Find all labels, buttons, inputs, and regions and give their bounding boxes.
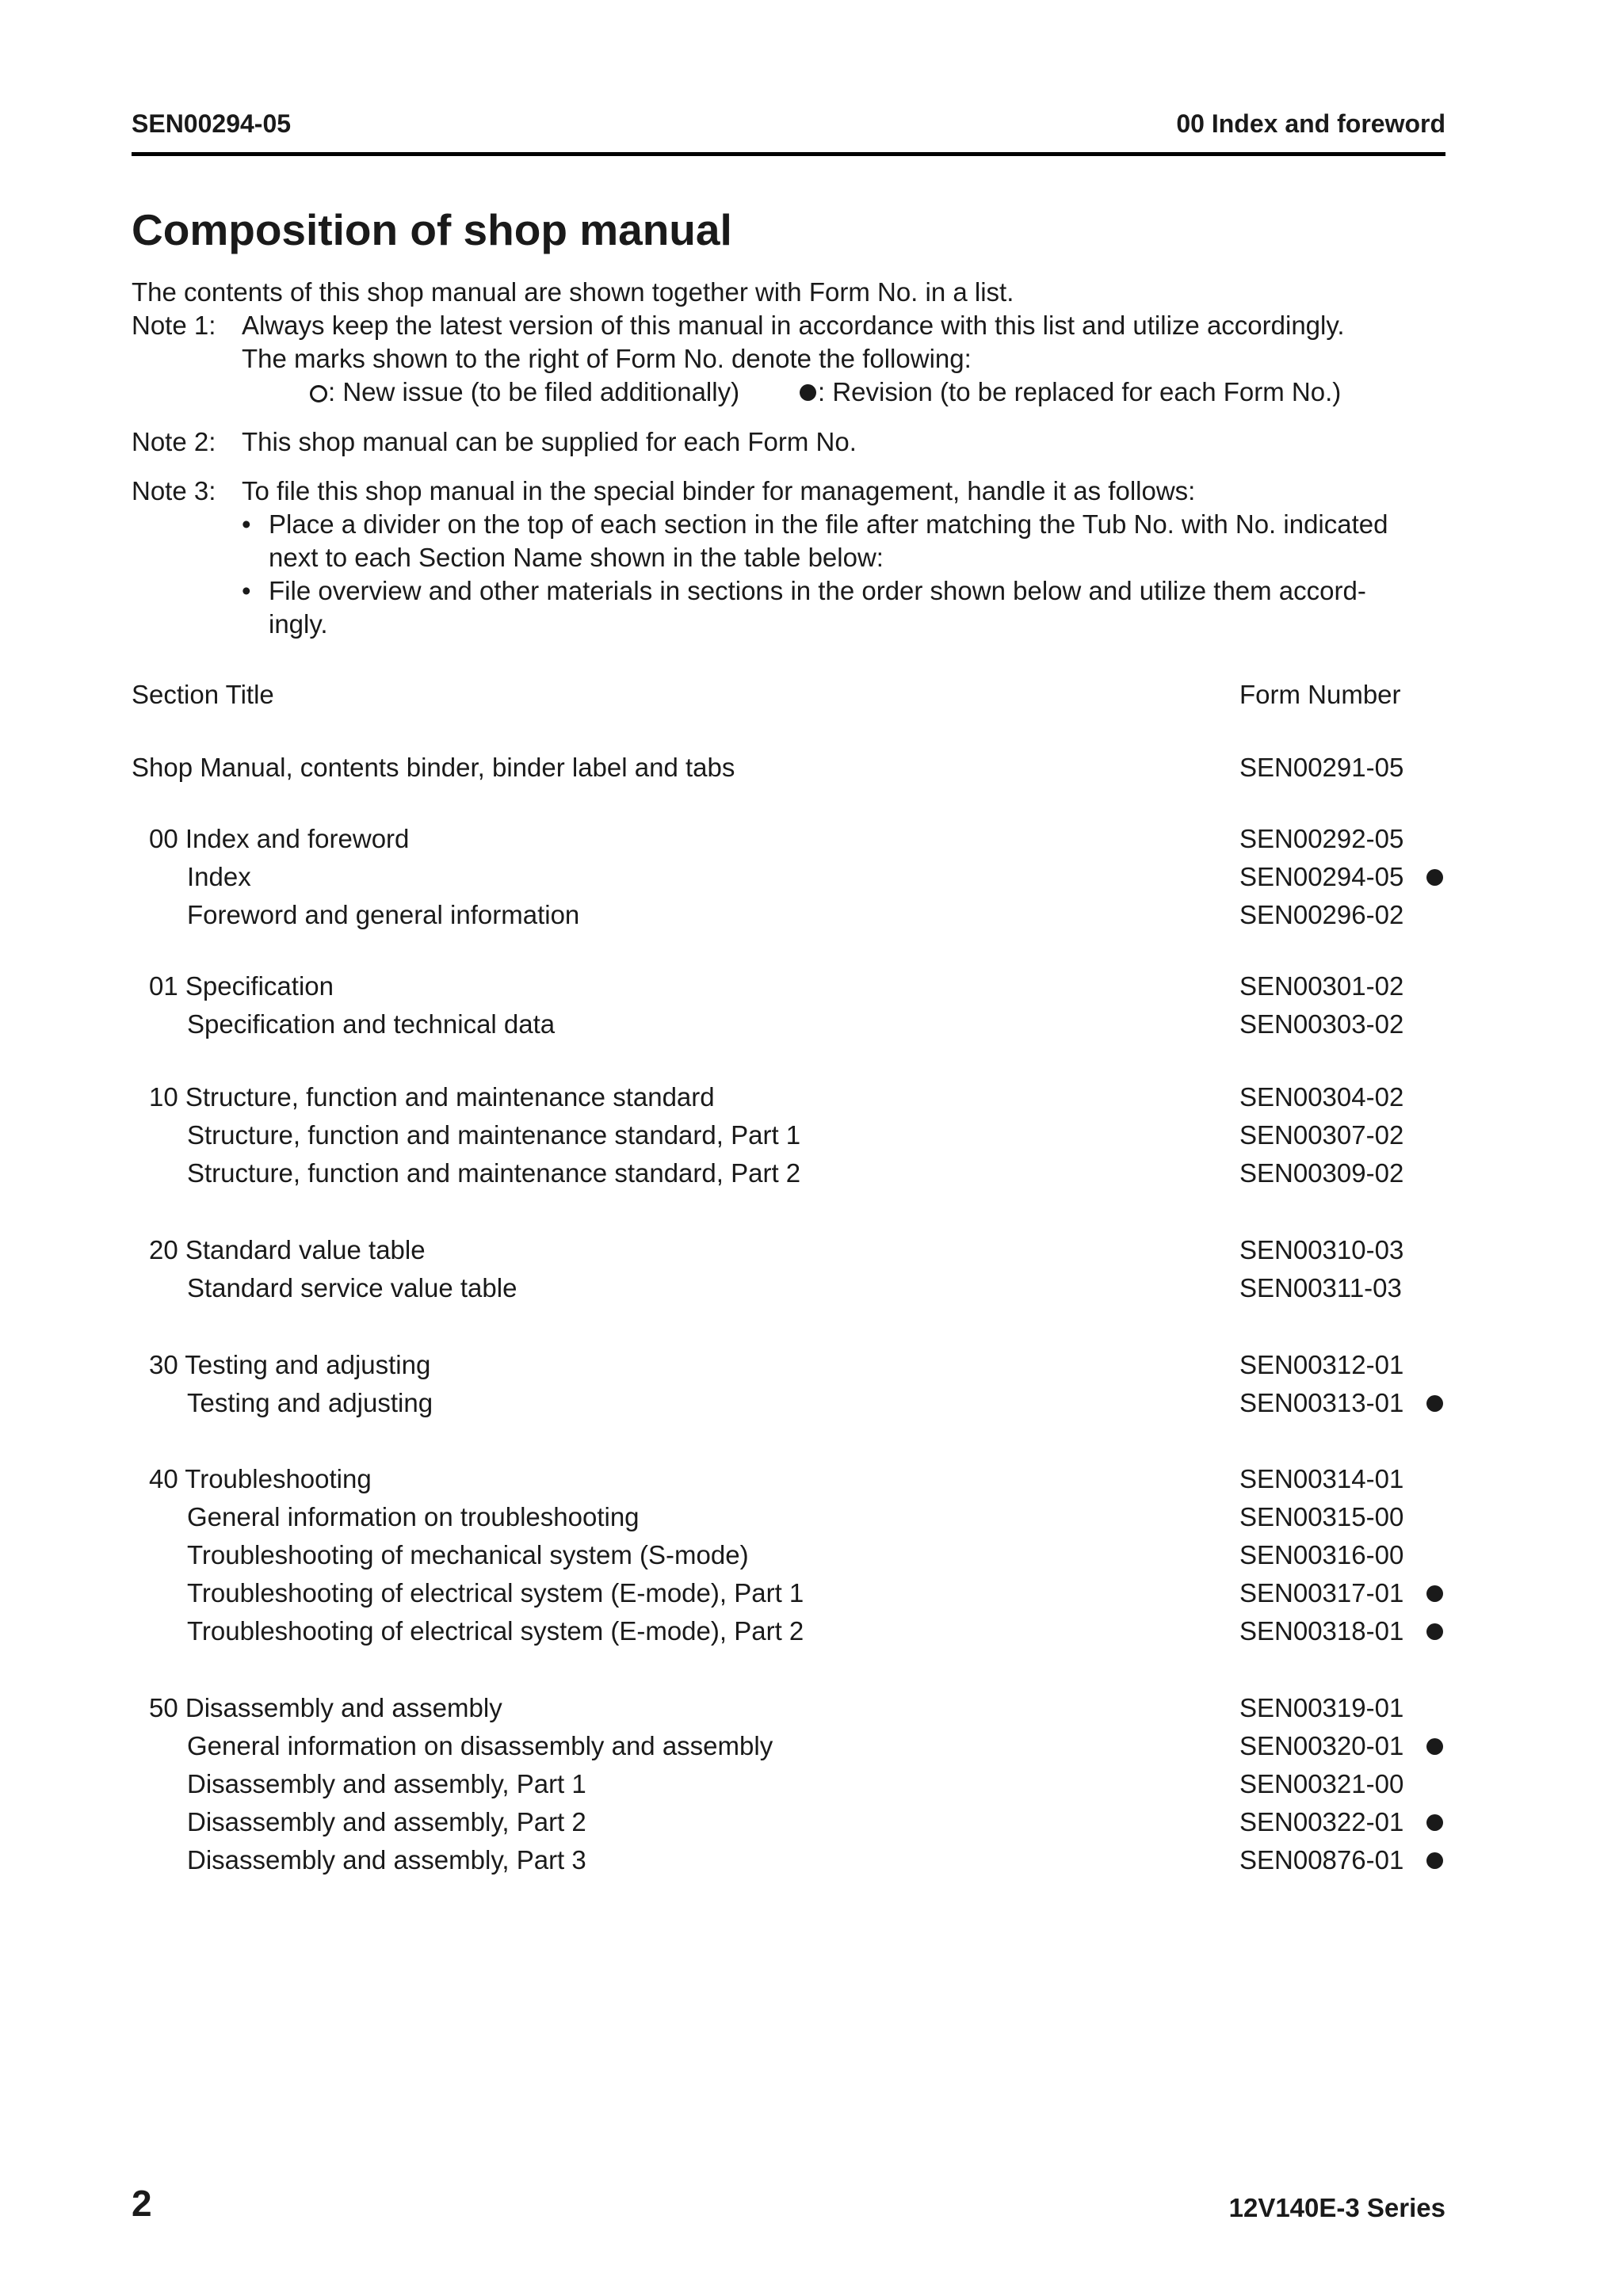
section-row-title: 00 Index and foreword <box>149 824 410 853</box>
section-row-title: Index <box>187 862 251 891</box>
column-header-form-number: Form Number <box>1239 680 1401 709</box>
note1-line2: The marks shown to the right of Form No. denote the following: <box>242 344 972 373</box>
section-row-title: Structure, function and maintenance standard, Part 1 <box>187 1120 801 1150</box>
section-row-title: 10 Structure, function and maintenance standard <box>149 1082 715 1112</box>
column-header-section-title: Section Title <box>132 680 274 709</box>
bullet-icon: • <box>242 576 251 605</box>
note3-label: Note 3: <box>132 476 216 505</box>
bullet1-line1: Place a divider on the top of each section in the file after matching the Tub No. with No. indicated <box>269 509 1388 539</box>
form-number: SEN00314-01 <box>1239 1464 1404 1493</box>
section-row-title: 50 Disassembly and assembly <box>149 1693 502 1722</box>
form-number: SEN00321-00 <box>1239 1769 1404 1798</box>
form-number: SEN00294-05 <box>1239 862 1404 891</box>
section-row-title: Troubleshooting of electrical system (E-mode), Part 2 <box>187 1616 804 1646</box>
form-number: SEN00315-00 <box>1239 1502 1404 1531</box>
section-row-title: Disassembly and assembly, Part 2 <box>187 1807 586 1836</box>
form-number: SEN00312-01 <box>1239 1350 1404 1379</box>
revision-dot-icon <box>1426 1814 1443 1831</box>
note2-text: This shop manual can be supplied for each Form No. <box>242 427 857 456</box>
section-row-title: Shop Manual, contents binder, binder label and tabs <box>132 753 735 782</box>
legend-revision: : Revision (to be replaced for each Form No.) <box>818 377 1342 406</box>
section-row-title: Testing and adjusting <box>187 1388 433 1417</box>
bullet-icon: • <box>242 509 251 539</box>
section-row-title: 20 Standard value table <box>149 1235 426 1264</box>
bullet1-line2: next to each Section Name shown in the table below: <box>269 543 884 572</box>
section-row-title: Troubleshooting of mechanical system (S-mode) <box>187 1540 749 1569</box>
section-row-title: General information on disassembly and assembly <box>187 1731 773 1760</box>
section-row-title: Foreword and general information <box>187 900 580 929</box>
section-row-title: General information on troubleshooting <box>187 1502 640 1531</box>
form-number: SEN00301-02 <box>1239 971 1404 1001</box>
form-number: SEN00304-02 <box>1239 1082 1404 1112</box>
revision-dot-icon <box>1426 1395 1443 1412</box>
note1-label: Note 1: <box>132 311 216 340</box>
form-number: SEN00322-01 <box>1239 1807 1404 1836</box>
section-row-title: 30 Testing and adjusting <box>149 1350 431 1379</box>
new-issue-circle-icon <box>310 385 327 402</box>
note3-text: To file this shop manual in the special binder for management, handle it as follows: <box>242 476 1196 505</box>
section-row-title: Structure, function and maintenance standard, Part 2 <box>187 1158 801 1188</box>
section-row-title: Specification and technical data <box>187 1009 556 1039</box>
section-row-title: 01 Specification <box>149 971 334 1001</box>
form-number: SEN00876-01 <box>1239 1845 1404 1875</box>
page-title: Composition of shop manual <box>132 205 732 254</box>
form-number: SEN00291-05 <box>1239 753 1404 782</box>
form-number: SEN00292-05 <box>1239 824 1404 853</box>
form-number: SEN00307-02 <box>1239 1120 1404 1150</box>
section-row-title: 40 Troubleshooting <box>149 1464 372 1493</box>
section-row-title: Standard service value table <box>187 1273 517 1302</box>
model-series: 12V140E-3 Series <box>1228 2193 1445 2222</box>
form-number: SEN00303-02 <box>1239 1009 1404 1039</box>
form-number: SEN00320-01 <box>1239 1731 1404 1760</box>
revision-dot-icon <box>1426 1852 1443 1869</box>
revision-dot-icon <box>1426 1623 1443 1640</box>
note1-line1: Always keep the latest version of this manual in accordance with this list and utilize accordingly. <box>242 311 1345 340</box>
form-number: SEN00311-03 <box>1239 1273 1402 1302</box>
document-id: SEN00294-05 <box>132 109 292 138</box>
section-header: 00 Index and foreword <box>1176 109 1445 138</box>
page-number: 2 <box>132 2183 152 2224</box>
form-number: SEN00309-02 <box>1239 1158 1404 1188</box>
bullet2-line1: File overview and other materials in sections in the order shown below and utilize them accord- <box>269 576 1366 605</box>
form-number: SEN00318-01 <box>1239 1616 1404 1646</box>
section-row-title: Disassembly and assembly, Part 1 <box>187 1769 586 1798</box>
revision-dot-icon <box>1426 1585 1443 1602</box>
revision-dot-icon <box>1426 1738 1443 1755</box>
intro-text: The contents of this shop manual are shown together with Form No. in a list. <box>132 277 1014 307</box>
section-row-title: Troubleshooting of electrical system (E-mode), Part 1 <box>187 1578 804 1608</box>
form-number: SEN00313-01 <box>1239 1388 1404 1417</box>
legend-new-issue: : New issue (to be filed additionally) <box>328 377 740 406</box>
note2-label: Note 2: <box>132 427 216 456</box>
form-number: SEN00310-03 <box>1239 1235 1404 1264</box>
form-number: SEN00317-01 <box>1239 1578 1404 1608</box>
bullet2-line2: ingly. <box>269 609 328 639</box>
revision-dot-icon <box>1426 869 1443 886</box>
form-number: SEN00319-01 <box>1239 1693 1404 1722</box>
revision-dot-icon <box>800 384 816 401</box>
form-number: SEN00296-02 <box>1239 900 1404 929</box>
section-row-title: Disassembly and assembly, Part 3 <box>187 1845 586 1875</box>
header-divider <box>132 152 1445 156</box>
form-number: SEN00316-00 <box>1239 1540 1404 1569</box>
